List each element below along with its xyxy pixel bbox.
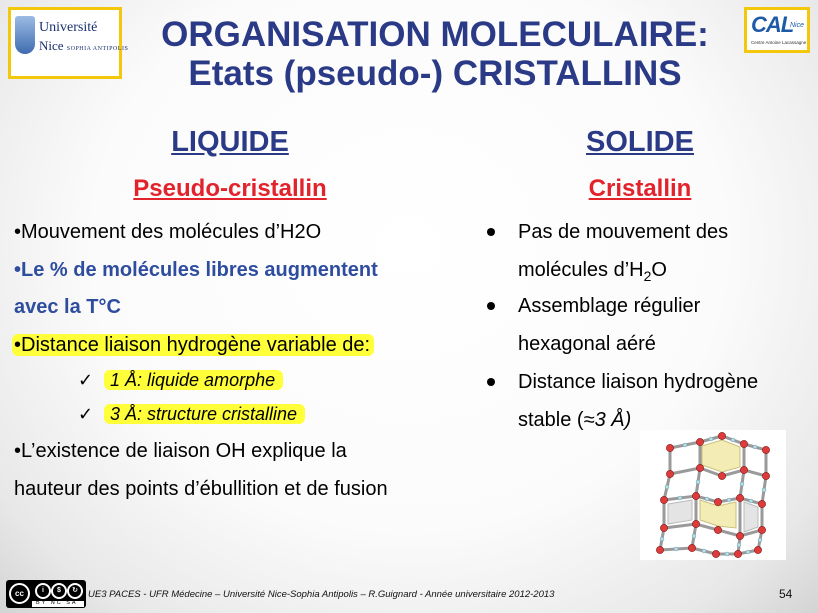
solide-b3-line2: stable (≈3 Å) <box>518 409 632 431</box>
footer-text: UE3 PACES - UFR Médecine – Université Nice-Sophia Antipolis – R.Guignard - Année universitaire 2012-2013 <box>88 589 555 600</box>
logo-text-universite: Université <box>39 20 98 35</box>
liquide-line-liaison-oh: •L’existence de liaison OH explique la <box>14 440 347 462</box>
solide-b2-line2: hexagonal aéré <box>518 333 656 355</box>
bullet-icon <box>487 378 495 386</box>
checkmark-icon: ✓ <box>78 370 94 390</box>
solide-b2-line1: Assemblage régulier <box>518 295 701 317</box>
crest-icon <box>15 16 35 54</box>
check-text-cristalline: 3 Å: structure cristalline <box>104 404 305 424</box>
logo-text-cal-caption: Centre Antoine Lacassagne <box>751 40 807 45</box>
solide-b1-line1: Pas de mouvement des <box>518 221 729 243</box>
cc-label: BY NC SA <box>36 600 78 606</box>
liquide-line-points-fusion: hauteur des points d’ébullition et de fusion <box>14 478 388 500</box>
bullet-icon <box>487 228 495 236</box>
creative-commons-badge <box>6 580 86 608</box>
ice-crystal-lattice-image <box>640 430 786 560</box>
nc-icon: $ <box>51 583 67 599</box>
logo-text-cal-nice: Nice <box>789 22 804 29</box>
slide-title-line1: ORGANISATION MOLECULAIRE: <box>161 15 709 54</box>
liquide-line-temperature: avec la T°C <box>14 296 121 318</box>
check-item-structure-cristalline <box>78 402 305 426</box>
cal-nice-logo <box>744 7 810 53</box>
bullet-icon <box>487 302 495 310</box>
liquide-line-molecules-libres: •Le % de molécules libres augmentent <box>14 259 378 281</box>
logo-text-cal: CAL <box>751 12 794 37</box>
cc-icon: cc <box>9 583 30 604</box>
solide-b1-line2: molécules $d’H_2O$ <box>518 259 667 284</box>
subheading-pseudo-cristallin: Pseudo-cristallin <box>133 175 327 202</box>
check-item-liquide-amorphe <box>78 368 283 392</box>
sa-icon: ↻ <box>67 583 83 599</box>
solide-b3-line1: Distance liaison hydrogène <box>518 371 759 393</box>
checkmark-icon: ✓ <box>78 404 94 424</box>
by-icon: i <box>35 583 51 599</box>
check-text-amorphe: 1 Å: liquide amorphe <box>104 370 283 390</box>
highlight-distance: •Distance liaison hydrogène variable de: <box>12 334 374 356</box>
liquide-line-distance <box>12 333 374 357</box>
heading-solide: SOLIDE <box>586 126 694 158</box>
slide-title-line2: Etats (pseudo-) CRISTALLINS <box>188 54 682 93</box>
logo-text-nice: Nice SOPHIA ANTIPOLIS <box>39 38 129 53</box>
universite-nice-logo <box>8 7 129 79</box>
liquide-line-mouvement: •Mouvement des molécules d’H2O <box>14 221 322 243</box>
subheading-cristallin: Cristallin <box>588 175 692 202</box>
heading-liquide: LIQUIDE <box>171 126 289 158</box>
page-number: 54 <box>779 587 793 601</box>
